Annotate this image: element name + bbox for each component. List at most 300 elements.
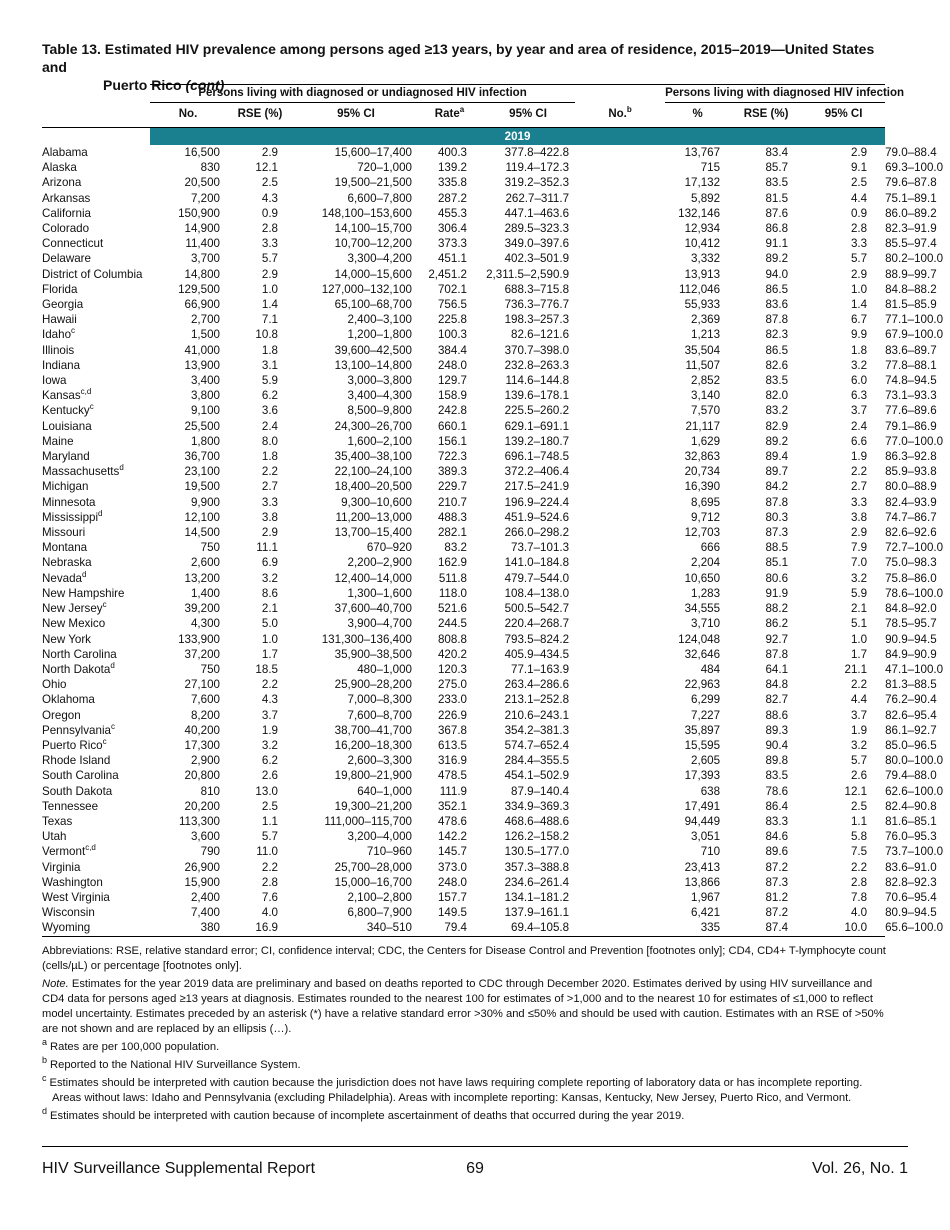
cell-ci2: 454.1–502.9 <box>504 769 570 783</box>
state-name: Mississippi$^d$ <box>42 509 103 524</box>
table-row: Arizona 20,500 2.5 19,500–21,500 335.8 319.2–352.3 17,132 83.5 2.5 79.6–87.8 <box>42 176 937 190</box>
page-number: 69 <box>466 1160 484 1177</box>
cell-rate: 367.8 <box>437 723 467 737</box>
cell-rse: 2.9 <box>261 526 278 540</box>
table-row: Vermont$^{c,d}$ 790 11.0 710–960 145.7 130.5–177.0 710 89.6 7.5 73.7–100.0 <box>42 843 944 859</box>
cell-pct: 90.4 <box>765 738 789 752</box>
title-line-2: Puerto Rico (cont) <box>103 77 225 93</box>
cell-rse2: 1.9 <box>850 450 868 464</box>
cell-ci: 10,700–12,200 <box>334 237 412 251</box>
cell-ci: 16,200–18,300 <box>334 738 412 752</box>
cell-rse: 11.1 <box>256 541 278 555</box>
cell-rse: 2.1 <box>261 602 278 616</box>
table-row: New Jersey$^c$ 39,200 2.1 37,600–40,700 521.6 500.5–542.7 34,555 88.2 2.1 84.8–92.0 <box>42 600 937 616</box>
column-gap <box>575 768 665 783</box>
cell-rse: 2.6 <box>261 769 278 783</box>
cell-pct: 81.5 <box>765 191 789 205</box>
cell-rate: 242.8 <box>437 404 467 418</box>
cell-pct: 82.6 <box>765 358 789 372</box>
column-gap <box>575 373 665 388</box>
table-row: Florida 129,500 1.0 127,000–132,100 702.1 688.3–715.8 112,046 86.5 1.0 84.8–88.2 <box>42 282 937 296</box>
cell-ci2: 220.4–268.7 <box>504 617 570 631</box>
column-gap <box>575 844 665 859</box>
cell-rse2: 4.0 <box>850 906 868 920</box>
table-row: Minnesota 9,900 3.3 9,300–10,600 210.7 196.9–224.4 8,695 87.8 3.3 82.4–93.9 <box>42 495 937 509</box>
cell-ci: 25,900–28,200 <box>334 678 412 692</box>
state-name: Florida <box>42 282 78 296</box>
table-row: South Carolina 20,800 2.6 19,800–21,900 478.5 454.1–502.9 17,393 83.5 2.6 79.4–88.0 <box>42 769 937 783</box>
state-name: Wisconsin <box>42 906 95 920</box>
cell-rate: 229.7 <box>437 480 467 494</box>
cell-rate: 400.3 <box>437 146 467 159</box>
group-gap <box>575 85 665 103</box>
cell-pct: 78.6 <box>765 784 789 798</box>
cell-rse2: 2.8 <box>850 875 868 889</box>
cell-ci: 39,600–42,500 <box>334 343 412 357</box>
cell-rate: 420.2 <box>437 647 467 661</box>
cell-rate: 613.5 <box>437 738 467 752</box>
cell-rse2: 7.8 <box>850 890 868 904</box>
table-row: Massachusetts$^d$ 23,100 2.2 22,100–24,100 389.3 372.2–406.4 20,734 89.7 2.2 85.9–93.8 <box>42 463 937 479</box>
column-gap <box>575 723 665 738</box>
footer-rule <box>42 1146 908 1147</box>
cell-ci: 35,400–38,100 <box>334 450 412 464</box>
cell-ci: 15,600–17,400 <box>334 146 412 159</box>
cell-rse2: 3.3 <box>850 495 868 509</box>
cell-ci: 11,200–13,000 <box>335 510 412 524</box>
cell-pct: 94.0 <box>765 267 789 281</box>
table-row: Maine 1,800 8.0 1,600–2,100 156.1 139.2–180.7 1,629 89.2 6.6 77.0–100.0 <box>42 434 944 448</box>
cell-no: 41,000 <box>184 343 220 357</box>
cell-rse2: 4.4 <box>850 191 868 205</box>
report-name: HIV Surveillance Supplemental Report <box>42 1160 316 1177</box>
cell-rse: 1.8 <box>261 450 278 464</box>
cell-pct: 82.3 <box>765 328 789 342</box>
state-name: Delaware <box>42 252 91 266</box>
column-gap <box>575 875 665 890</box>
cell-no: 9,900 <box>190 495 220 509</box>
cell-no: 1,400 <box>190 586 220 600</box>
column-gap <box>575 814 665 829</box>
column-gap <box>575 403 665 418</box>
cell-ci2: 77.1–163.9 <box>511 662 570 676</box>
column-gap <box>575 312 665 327</box>
cell-no2: 1,629 <box>691 434 721 448</box>
table-row: Texas 113,300 1.1 111,000–115,700 478.6 468.6–488.6 94,449 83.3 1.1 81.6–85.1 <box>42 814 937 828</box>
cell-ci2: 451.9–524.6 <box>504 510 570 524</box>
cell-rate: 248.0 <box>437 875 467 889</box>
state-name: Nevada$^d$ <box>42 569 87 585</box>
cell-no: 1,800 <box>190 434 220 448</box>
cell-ci2: 629.1–691.1 <box>504 419 570 433</box>
state-name: New Mexico <box>42 617 106 631</box>
cell-rate: 226.9 <box>437 708 467 722</box>
cell-rse: 12.1 <box>255 161 278 175</box>
cell-rate: 521.6 <box>437 602 467 616</box>
cell-rate: 275.0 <box>437 678 467 692</box>
cell-pct: 86.2 <box>765 617 789 631</box>
cell-pct: 92.7 <box>765 632 789 646</box>
cell-no: 2,600 <box>190 556 220 570</box>
cell-rate: 660.1 <box>437 419 467 433</box>
cell-ci: 2,600–3,300 <box>347 754 412 768</box>
cell-ci2: 688.3–715.8 <box>504 282 570 296</box>
cell-pct: 87.6 <box>765 206 789 220</box>
column-gap <box>575 175 665 190</box>
cell-no2: 55,933 <box>684 298 721 312</box>
col-ci3: 95% CI <box>802 103 885 128</box>
cell-no: 25,500 <box>184 419 220 433</box>
cell-no: 13,900 <box>184 358 220 372</box>
column-gap <box>575 495 665 510</box>
cell-rse: 2.5 <box>261 176 278 190</box>
cell-rse2: 2.2 <box>850 860 868 874</box>
table-row: Kentucky$^c$ 9,100 3.6 8,500–9,800 242.8 225.5–260.2 7,570 83.2 3.7 77.6–89.6 <box>42 402 937 418</box>
table-row: Washington 15,900 2.8 15,000–16,700 248.0 234.6–261.4 13,866 87.3 2.8 82.8–92.3 <box>42 875 937 889</box>
cell-ci: 14,100–15,700 <box>334 222 412 236</box>
cell-pct: 84.6 <box>765 830 789 844</box>
table-body <box>42 145 944 936</box>
cell-rse: 1.1 <box>261 814 278 828</box>
cell-no2: 6,421 <box>691 906 721 920</box>
column-gap <box>575 236 665 251</box>
cell-no: 129,500 <box>178 282 220 296</box>
column-gap <box>575 327 665 342</box>
cell-rse: 0.9 <box>261 206 278 220</box>
cell-rse: 6.9 <box>261 556 278 570</box>
cell-no2: 1,283 <box>691 586 721 600</box>
cell-rse: 8.0 <box>261 434 278 448</box>
column-gap <box>575 434 665 449</box>
cell-ci: 1,200–1,800 <box>347 328 412 342</box>
cell-ci2: 82.6–121.6 <box>511 328 570 342</box>
cell-rse: 6.2 <box>261 754 278 768</box>
cell-pct: 83.5 <box>765 374 789 388</box>
cell-rse2: 2.4 <box>850 419 868 433</box>
cell-no2: 10,650 <box>684 571 721 585</box>
cell-no2: 34,555 <box>684 602 721 616</box>
cell-no: 150,900 <box>178 206 220 220</box>
cell-rse2: 1.9 <box>850 723 868 737</box>
cell-ci2: 108.4–138.0 <box>504 586 570 600</box>
col-pct: % <box>665 103 730 128</box>
cell-ci: 37,600–40,700 <box>334 602 412 616</box>
cell-rse: 2.2 <box>261 678 278 692</box>
cell-no2: 23,413 <box>684 860 721 874</box>
cell-rate: 282.1 <box>437 526 467 540</box>
cell-no2: 17,132 <box>684 176 721 190</box>
table-row: New York 133,900 1.0 131,300–136,400 808.8 793.5–824.2 124,048 92.7 1.0 90.9–94.5 <box>42 632 937 646</box>
cell-no2: 15,595 <box>684 738 721 752</box>
footnotes <box>42 1037 887 1124</box>
cell-rse: 2.7 <box>261 480 278 494</box>
volume: Vol. 26, No. 1 <box>811 1160 908 1177</box>
col-ci2: 95% CI <box>481 103 575 128</box>
cell-ci: 19,500–21,500 <box>334 176 412 190</box>
table-row: Idaho$^c$ 1,500 10.8 1,200–1,800 100.3 82.6–121.6 1,213 82.3 9.9 67.9–100.0 <box>42 326 944 342</box>
col-no2: No.$^b$ <box>575 103 665 128</box>
cell-rse2: 1.1 <box>850 814 868 828</box>
column-gap <box>575 297 665 312</box>
cell-rse: 18.5 <box>255 662 278 676</box>
column-gap <box>575 647 665 662</box>
cell-ci: 13,700–15,400 <box>334 526 412 540</box>
cell-rse: 4.3 <box>261 191 278 205</box>
cell-rate: 248.0 <box>437 358 467 372</box>
state-name: Arkansas <box>42 191 91 205</box>
cell-rate: 118.0 <box>438 586 467 600</box>
cell-no2: 35,504 <box>684 343 721 357</box>
column-gap <box>575 358 665 373</box>
cell-rate: 139.2 <box>437 161 467 175</box>
note-paragraph: Note. Estimates for the year 2019 data are preliminary and based on deaths reported to CDC through December 2020. Estimates derived by using HIV surveillance and CD4 data for persons aged ≥13 years at diagnosis. Estimates rounded to the nearest 100 for estimates of >1,000 and to the nearest 10 for estimates of ≤1,000 to reflect model uncertainty. Estimates preceded by an asterisk (*) have a relative standard error >30% and ≤50% and should be used with caution. Estimates with an RSE of >50% are not shown and are replaced by an ellipsis (…). <box>42 978 884 1035</box>
cell-no2: 3,710 <box>691 617 721 631</box>
cell-no: 11,400 <box>185 237 220 251</box>
cell-ci2: 114.6–144.8 <box>505 374 570 388</box>
cell-pct: 89.7 <box>765 465 789 479</box>
cell-pct: 83.2 <box>765 404 789 418</box>
cell-ci: 19,300–21,200 <box>334 799 412 813</box>
cell-no2: 112,046 <box>679 282 721 296</box>
state-name: South Carolina <box>42 769 119 783</box>
table-row: North Carolina 37,200 1.7 35,900–38,500 420.2 405.9–434.5 32,646 87.8 1.7 84.9–90.9 <box>42 647 937 661</box>
table-row: Missouri 14,500 2.9 13,700–15,400 282.1 266.0–298.2 12,703 87.3 2.9 82.6–92.6 <box>42 526 937 540</box>
cell-rse2: 6.7 <box>850 313 868 327</box>
cell-ci2: 134.1–181.2 <box>504 890 570 904</box>
cell-rse2: 2.5 <box>850 176 868 190</box>
cell-pct: 84.8 <box>765 678 789 692</box>
cell-ci: 15,000–16,700 <box>334 875 412 889</box>
cell-rse: 5.7 <box>261 252 278 266</box>
column-gap <box>575 145 665 160</box>
year-band-spacer <box>42 128 150 146</box>
table-row: Kansas$^{c,d}$ 3,800 6.2 3,400–4,300 158.9 139.6–178.1 3,140 82.0 6.3 73.1–93.3 <box>42 387 937 403</box>
cell-no: 2,400 <box>190 890 220 904</box>
table-row: Hawaii 2,700 7.1 2,400–3,100 225.8 198.3–257.3 2,369 87.8 6.7 77.1–100.0 <box>42 313 944 327</box>
cell-ci2: 696.1–748.5 <box>504 450 570 464</box>
cell-rate: 808.8 <box>437 632 467 646</box>
column-gap <box>575 449 665 464</box>
cell-rse: 2.2 <box>261 465 278 479</box>
state-name: Oregon <box>42 708 81 722</box>
cell-ci2: 262.7–311.7 <box>505 191 570 205</box>
cell-rse: 2.8 <box>261 222 278 236</box>
cell-rse2: 7.5 <box>850 845 868 859</box>
cell-no: 3,800 <box>190 389 220 403</box>
cell-pct: 91.9 <box>765 586 789 600</box>
cell-no2: 9,712 <box>691 510 721 524</box>
group-header-left: Persons living with diagnosed or undiagnosed HIV infection <box>150 85 575 103</box>
state-name: Ohio <box>42 678 67 692</box>
table-row: Wyoming 380 16.9 340–510 79.4 69.4–105.8 335 87.4 10.0 65.6–100.0 <box>42 921 944 935</box>
cell-ci2: 87.9–140.4 <box>511 784 570 798</box>
cell-rate: 306.4 <box>437 222 467 236</box>
cell-ci2: 126.2–158.2 <box>504 830 570 844</box>
cell-rse2: 2.2 <box>850 465 868 479</box>
column-gap <box>575 160 665 175</box>
table-row: Delaware 3,700 5.7 3,300–4,200 451.1 402.3–501.9 3,332 89.2 5.7 80.2–100.0 <box>42 252 944 266</box>
cell-no: 16,500 <box>184 146 220 159</box>
state-name: Indiana <box>42 358 81 372</box>
cell-pct: 87.3 <box>765 526 789 540</box>
cell-no2: 132,146 <box>678 206 721 220</box>
cell-ci: 7,600–8,700 <box>347 708 412 722</box>
table-row: Georgia 66,900 1.4 65,100–68,700 756.5 736.3–776.7 55,933 83.6 1.4 81.5–85.9 <box>42 298 937 312</box>
cell-no: 1,500 <box>190 328 220 342</box>
cell-ci2: 139.2–180.7 <box>504 434 570 448</box>
cell-no2: 3,051 <box>691 830 721 844</box>
cell-no2: 5,892 <box>691 191 721 205</box>
cell-rate: 316.9 <box>437 754 467 768</box>
cell-no2: 11,507 <box>685 358 721 372</box>
cell-ci: 8,500–9,800 <box>347 404 412 418</box>
table-row: West Virginia 2,400 7.6 2,100–2,800 157.7 134.1–181.2 1,967 81.2 7.8 70.6–95.4 <box>42 890 937 904</box>
cell-ci: 720–1,000 <box>357 161 412 175</box>
cell-pct: 83.5 <box>765 176 789 190</box>
state-name: Arizona <box>42 176 82 190</box>
cell-rate: 210.7 <box>437 495 467 509</box>
cell-pct: 87.2 <box>765 906 789 920</box>
state-name: Idaho$^c$ <box>42 326 76 342</box>
cell-rse: 2.9 <box>261 267 278 281</box>
table-row: Connecticut 11,400 3.3 10,700–12,200 373.3 349.0–397.6 10,412 91.1 3.3 85.5–97.4 <box>42 237 937 251</box>
cell-rse: 3.3 <box>261 237 278 251</box>
cell-pct: 88.5 <box>765 541 789 555</box>
cell-no2: 7,570 <box>691 404 721 418</box>
cell-rse2: 6.6 <box>850 434 868 448</box>
cell-rate: 702.1 <box>437 282 467 296</box>
col-ci: 95% CI <box>294 103 418 128</box>
cell-rse2: 5.7 <box>850 754 868 768</box>
cell-no2: 13,767 <box>684 146 721 159</box>
state-name: Colorado <box>42 222 90 236</box>
cell-no: 17,300 <box>184 738 220 752</box>
cell-ci: 24,300–26,700 <box>334 419 412 433</box>
table-row: Virginia 26,900 2.2 25,700–28,000 373.0 357.3–388.8 23,413 87.2 2.2 83.6–91.0 <box>42 860 937 874</box>
cell-ci: 6,800–7,900 <box>347 906 412 920</box>
state-name: Maryland <box>42 450 90 464</box>
cell-pct: 87.8 <box>765 647 789 661</box>
state-name: South Dakota <box>42 784 113 798</box>
column-gap <box>575 784 665 799</box>
cell-rate: 373.3 <box>437 237 467 251</box>
cell-no2: 32,863 <box>684 450 721 464</box>
table-row: Arkansas 7,200 4.3 6,600–7,800 287.2 262.7–311.7 5,892 81.5 4.4 75.1–89.1 <box>42 191 937 205</box>
cell-pct: 89.8 <box>765 754 789 768</box>
cell-ci: 3,900–4,700 <box>347 617 412 631</box>
cell-no2: 3,140 <box>691 389 721 403</box>
cell-no2: 94,449 <box>684 814 721 828</box>
cell-ci2: 234.6–261.4 <box>504 875 570 889</box>
cell-no2: 715 <box>700 161 721 175</box>
cell-rate: 2,451.2 <box>428 267 467 281</box>
column-gap <box>575 799 665 814</box>
table-row: Utah 3,600 5.7 3,200–4,000 142.2 126.2–158.2 3,051 84.6 5.8 76.0–95.3 <box>42 830 937 844</box>
cell-rse: 1.7 <box>261 647 278 661</box>
cell-ci2: 266.0–298.2 <box>504 526 570 540</box>
cell-ci2: 349.0–397.6 <box>504 237 570 251</box>
cell-ci2: 793.5–824.2 <box>504 632 570 646</box>
cell-ci2: 210.6–243.1 <box>504 708 570 722</box>
cell-rate: 100.3 <box>437 328 467 342</box>
cell-ci: 2,200–2,900 <box>347 556 412 570</box>
cell-rate: 389.3 <box>437 465 467 479</box>
cell-ci: 3,200–4,000 <box>347 830 412 844</box>
state-name: Georgia <box>42 298 84 312</box>
state-name: Massachusetts$^d$ <box>42 463 124 479</box>
cell-no2: 638 <box>700 784 721 798</box>
cell-no2: 22,963 <box>684 678 721 692</box>
cell-no2: 2,369 <box>691 313 721 327</box>
col-rse: RSE (%) <box>226 103 294 128</box>
cell-rse: 7.6 <box>261 890 278 904</box>
cell-no2: 16,390 <box>684 480 721 494</box>
cell-ci2: 354.2–381.3 <box>504 723 570 737</box>
table-row: Nebraska 2,600 6.9 2,200–2,900 162.9 141.0–184.8 2,204 85.1 7.0 75.0–98.3 <box>42 556 937 570</box>
table-row: New Mexico 4,300 5.0 3,900–4,700 244.5 220.4–268.7 3,710 86.2 5.1 78.5–95.7 <box>42 617 937 631</box>
state-name: Washington <box>42 875 103 889</box>
cell-rse: 3.3 <box>261 495 278 509</box>
cell-rse2: 0.9 <box>850 206 868 220</box>
cell-rse2: 5.7 <box>850 252 868 266</box>
cell-no2: 1,213 <box>691 328 721 342</box>
cell-pct: 82.7 <box>765 693 789 707</box>
column-gap <box>575 221 665 236</box>
cell-rse2: 7.9 <box>850 541 868 555</box>
cell-ci2: 119.4–172.3 <box>505 161 570 175</box>
cell-ci2: 377.8–422.8 <box>504 146 570 159</box>
cell-no: 13,200 <box>184 571 220 585</box>
cell-ci2: 574.7–652.4 <box>504 738 570 752</box>
cell-rse: 1.0 <box>261 282 278 296</box>
cell-rate: 225.8 <box>437 313 467 327</box>
column-gap <box>575 282 665 297</box>
cell-pct: 88.6 <box>765 708 789 722</box>
cell-rse2: 2.9 <box>850 146 868 159</box>
cell-no: 37,200 <box>184 647 220 661</box>
cell-pct: 86.5 <box>765 343 789 357</box>
cell-rse2: 10.0 <box>802 920 885 936</box>
cell-no2: 17,393 <box>684 769 721 783</box>
state-name: Maine <box>42 434 74 448</box>
cell-no2: 666 <box>700 541 721 555</box>
cell-rate: 511.8 <box>438 571 467 585</box>
cell-no: 19,500 <box>184 480 220 494</box>
cell-no: 7,400 <box>190 906 220 920</box>
cell-ci: 35,900–38,500 <box>334 647 412 661</box>
cell-ci2: 139.6–178.1 <box>504 389 570 403</box>
abbreviations: Abbreviations: RSE, relative standard error; CI, confidence interval; CDC, the Centers for Disease Control and Prevention [footnotes only]; CD4, CD4+ T-lymphocyte count (cells/µL) or percentage [footnotes only]. <box>42 945 886 972</box>
cell-no: 14,500 <box>184 526 220 540</box>
column-gap <box>575 419 665 434</box>
column-gap <box>575 479 665 494</box>
table-row: District of Columbia 14,800 2.9 14,000–15,600 2,451.2 2,311.5–2,590.9 13,913 94.0 2.9 88.9–99.7 <box>42 267 937 281</box>
cell-no: 20,800 <box>184 769 220 783</box>
cell-rse2: 21.1 <box>844 662 868 676</box>
state-name: Texas <box>42 814 73 828</box>
cell-ci: 13,100–14,800 <box>334 358 412 372</box>
cell-no: 3,700 <box>190 252 220 266</box>
cell-no: 23,100 <box>184 465 220 479</box>
cell-pct: 85.1 <box>765 556 789 570</box>
cell-rate: 149.5 <box>437 906 467 920</box>
cell-ci: 7,000–8,300 <box>347 693 412 707</box>
state-name: Wyoming <box>42 920 150 936</box>
cell-ci: 640–1,000 <box>357 784 412 798</box>
table-row: Maryland 36,700 1.8 35,400–38,100 722.3 696.1–748.5 32,863 89.4 1.9 86.3–92.8 <box>42 450 937 464</box>
cell-rate: 129.7 <box>437 374 467 388</box>
column-gap <box>575 708 665 723</box>
